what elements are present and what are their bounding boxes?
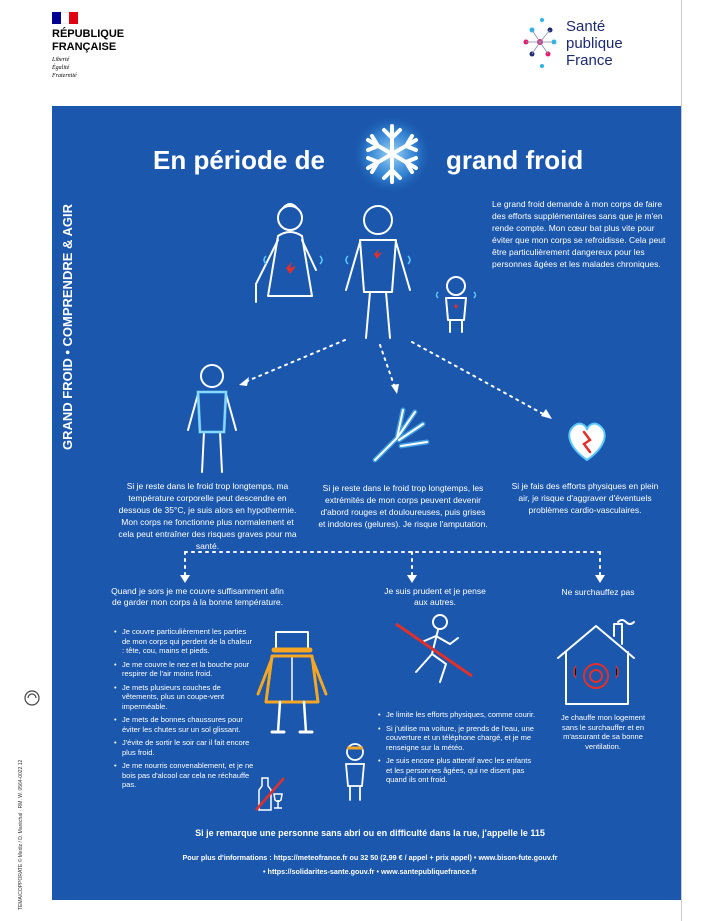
- consequence-frostbite: Si je reste dans le froid trop longtemps, les extrémités de mon corps peuvent devenir d'abord rouges et douloureuses, puis grises et indolores (gelures). Je risque l'amputation.: [318, 483, 488, 529]
- list-item: • Je mets de bonnes chaussures pour éviter les chutes sur un sol glissant.: [114, 715, 256, 734]
- list-item: • Je me nourris convenablement, et je ne bois pas d'alcool car cela ne réchauffe pas.: [114, 761, 256, 790]
- frozen-hand-illustration: [365, 400, 435, 470]
- advice-head-cover: Quand je sors je me couvre suffisamment afin de garder mon corps à la bonne température.: [111, 586, 284, 607]
- info-links-line2: • https://solidarites-sante.gouv.fr • www.santepubliquefrance.fr: [263, 867, 477, 876]
- advice-heat-text: Je chauffe mon logement sans le surchauffer et en m'assurant de sa bonne ventilation.: [560, 713, 646, 751]
- list-item: • Je mets plusieurs couches de vêtements, plus un coupe-vent imperméable.: [114, 683, 256, 712]
- spf-name: Santé publique France: [566, 18, 623, 69]
- consequence-cardio: Si je fais des efforts physiques en plein air, je risque d'aggraver d'éventuels problèmes cardio-vasculaires.: [511, 481, 659, 515]
- vertical-tag-text: GRAND FROID • COMPRENDRE & AGIR: [60, 203, 75, 450]
- runner-crossed-illustration: [396, 610, 476, 690]
- list-item: • Je suis encore plus attentif avec les enfants et les personnes âgées, qui ne disent pas quand ils ont froid.: [378, 756, 538, 785]
- emergency-alert: Si je remarque une personne sans abri ou en difficulté dans la rue, j'appelle le 115: [195, 828, 545, 838]
- advice-cover-list: [114, 627, 256, 794]
- list-item: • Je limite les efforts physiques, comme courir.: [378, 710, 538, 720]
- rf-motto: Liberté Égalité Fraternité: [52, 57, 77, 79]
- title-right: grand froid: [446, 145, 584, 175]
- list-item: • Je couvre particulièrement les parties de mon corps qui perdent de la chaleur : tête, cou, mains et pieds.: [114, 627, 256, 656]
- broken-heart-icon: [562, 416, 612, 466]
- title-left: En période de: [153, 145, 325, 175]
- advice-careful-list: [378, 710, 538, 789]
- advice-head-careful: Je suis prudent et je pense aux autres.: [384, 586, 486, 607]
- intro-text: Le grand froid demande à mon corps de faire des efforts supplémentaires sans que je m'en rende compte. Mon cœur bat plus vite pour éviter que mon corps se refroidisse. Cela peut être particulièrement dangereux pour les personnes âgées et les malades chroniques.: [492, 199, 666, 269]
- no-alcohol-icon: [252, 772, 288, 812]
- rf-name: RÉPUBLIQUE FRANÇAISE: [52, 28, 125, 53]
- list-item: • J'évite de sortir le soir car il fait encore plus froid.: [114, 738, 256, 757]
- credits-text: TEMA/COPPORATE © Mediz / D. Maréchal · RM. W. 0564-0022 12: [18, 759, 24, 910]
- advice-head-heat: Ne surchauffez pas: [561, 587, 635, 597]
- consequence-hypothermia: Si je reste dans le froid trop longtemps, ma température corporelle peut descendre en dessous de 35°C, je suis alors en hypothermie. Mon corps ne fonctionne plus normalement et cela peut entraîner des risques graves pour ma santé.: [118, 481, 297, 551]
- warmly-dressed-person-illustration: [252, 622, 332, 740]
- list-item: • Je me couvre le nez et la bouche pour respirer de l'air moins froid.: [114, 660, 256, 679]
- info-links-line1: Pour plus d'informations : https://meteofrance.fr ou 32 50 (2,99 € / appel + prix appel) • www.bison-fute.gouv.fr: [182, 853, 558, 862]
- child-illustration: [338, 742, 372, 806]
- hypothermia-figure-illustration: [178, 362, 248, 480]
- list-item: • Si j'utilise ma voiture, je prends de l'eau, une couverture et un téléphone chargé, et je me renseigne sur la météo.: [378, 724, 538, 753]
- overheated-house-illustration: [552, 618, 642, 710]
